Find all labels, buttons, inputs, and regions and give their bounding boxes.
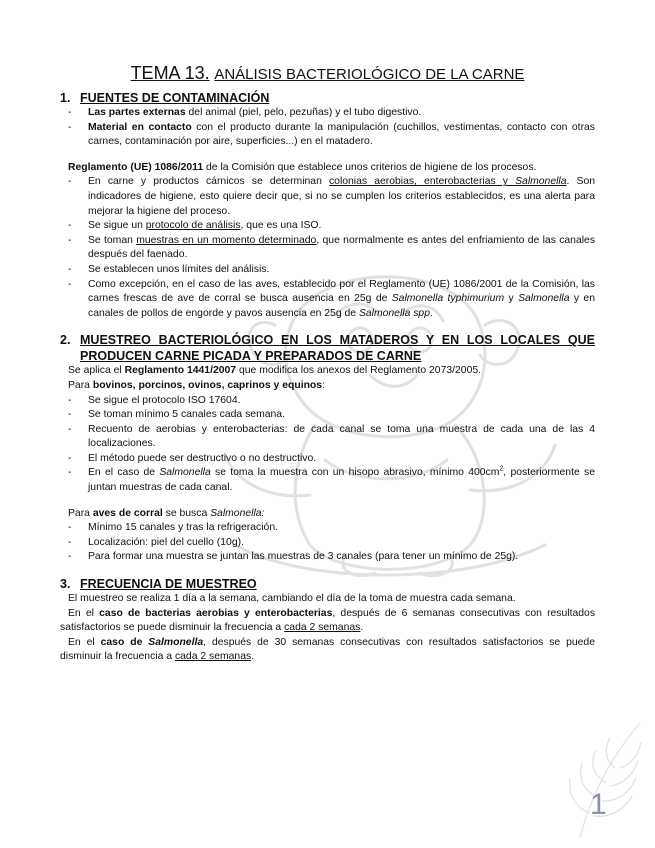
poultry-sampling-list — [60, 521, 595, 565]
list-item: - Las partes externas del animal (piel, pelo, pezuñas) y el tubo digestivo. — [60, 106, 595, 121]
list-item: - Se toman mínimo 5 canales cada semana. — [60, 408, 595, 423]
list-item: - Localización: piel del cuello (10g). — [60, 536, 595, 551]
feather-leaf-icon — [560, 718, 650, 843]
list-item: - Se sigue el protocolo ISO 17604. — [60, 394, 595, 409]
list-item: - Para formar una muestra se juntan las muestras de 3 canales (para tener un mínimo de 25g). — [60, 550, 595, 565]
section-2-intro: Se aplica el Reglamento 1441/2007 que modifica los anexos del Reglamento 2073/2005. — [68, 365, 482, 377]
list-item: - Como excepción, en el caso de las aves, establecido por el Reglamento (UE) 1086/2001 de la Comisión, las carnes frescas de ave de corral se busca ausencia en 25g de Salmonella typhimurium y Salmonella y en canales de pollos de engorde y pavos ausencia en 25g de Salmonella spp. — [60, 278, 595, 322]
page-title: TEMA 13. ANÁLISIS BACTERIOLÓGICO DE LA CARNE — [130, 63, 525, 83]
regulation-list — [60, 175, 595, 321]
section-2-species: Para bovinos, porcinos, ovinos, caprinos y equinos: — [68, 379, 325, 391]
page-number: 1 — [590, 788, 607, 821]
list-item: - En el caso de Salmonella se toma la muestra con un hisopo abrasivo, mínimo $400cm^2$, posteriormente se juntan muestras de cada canal. — [60, 466, 595, 495]
section-3-heading: 3. FRECUENCIA DE MUESTREO — [60, 577, 257, 592]
poultry-paragraph: Para aves de corral se busca Salmonella: — [68, 507, 265, 519]
section-1-heading: 1. FUENTES DE CONTAMINACIÓN — [60, 91, 270, 105]
list-item: - Se establecen unos límites del análisis. — [60, 263, 595, 278]
contamination-sources-list — [60, 106, 595, 150]
frequency-paragraph-1: El muestreo se realiza 1 día a la semana, cambiando el día de la toma de muestra cada semana. — [68, 593, 516, 605]
frequency-paragraph-2: En el caso de bacterias aerobias y enterobacterias, después de 6 semanas consecutivas con resultados satisfactorios se puede disminuir la frecuencia a cada 2 semanas. — [60, 607, 596, 634]
section-2-heading: 2. MUESTREO BACTERIOLÓGICO EN LOS MATADEROS Y EN LOS LOCALES QUE PRODUCEN CARNE PICADA Y PREPARADOS DE CARNE — [60, 333, 595, 364]
list-item: - Recuento de aerobias y enterobacterias: de cada canal se toma una muestra de cada una de las 4 localizaciones. — [60, 423, 595, 452]
document-body — [60, 62, 595, 665]
list-item: - El método puede ser destructivo o no destructivo. — [60, 452, 595, 467]
mammal-sampling-list — [60, 394, 595, 496]
list-item: - En carne y productos cárnicos se determinan colonias aerobias, enterobacterias y Salmonella. Son indicadores de higiene, esto quiere decir que, si no se cumplen los criterios establecidos, es una alerta para mejorar la higiene del proceso. — [60, 175, 595, 219]
frequency-paragraph-3: En el caso de Salmonella, después de 30 semanas consecutivas con resultados satisfactorios se puede disminuir la frecuencia a cada 2 semanas. — [60, 636, 595, 663]
list-item: - Material en contacto con el producto durante la manipulación (cuchillos, vestimentas, contacto con otras carnes, contaminación por aire, superficies...) en el matadero. — [60, 121, 595, 150]
list-item: - Se toman muestras en un momento determinado, que normalmente es antes del enfriamiento de las canales después del faenado. — [60, 234, 595, 263]
list-item: - Se sigue un protocolo de análisis, que es una ISO. — [60, 219, 595, 234]
regulation-paragraph: Reglamento (UE) 1086/2011 de la Comisión que establece unos criterios de higiene de los procesos. — [68, 161, 537, 173]
list-item: - Mínimo 15 canales y tras la refrigeración. — [60, 521, 595, 536]
